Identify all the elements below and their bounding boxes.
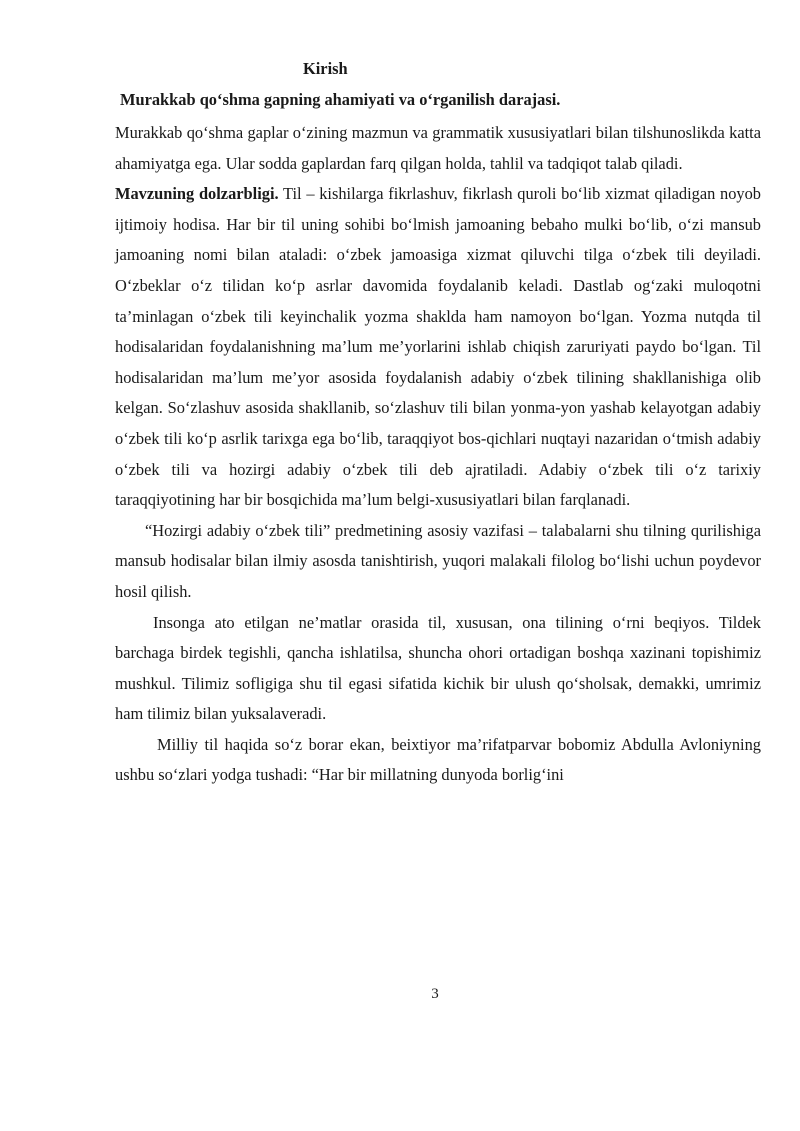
paragraph-text: Murakkab qo‘shma gaplar o‘zining mazmun va grammatik xususiyatlari bilan tilshunoslikda katta ahamiyatga ega. Ular sodda gaplardan farq qilgan holda, tahlil va tadqiqot talab qiladi. (115, 123, 761, 173)
paragraph-lead-relevance: Mavzuning dolzarbligi. (115, 184, 279, 204)
paragraph-text: “Hozirgi adabiy o‘zbek tili” predmetining asosiy vazifasi – talabalarni shu tilning qurilishiga mansub hodisalar bilan ilmiy asosda tanishtirish, yuqori malakali filolog bo‘lishi uchun poydevor hosil qilish. (115, 520, 761, 601)
paragraph-relevance (115, 179, 761, 516)
paragraph-text: Til – kishilarga fikrlashuv, fikrlash quroli bo‘lib xizmat qiladigan noyob ijtimoiy hodisa. Har bir til uning sohibi bo‘lmish jamoaning bebaho mulki bo‘lib, o‘zi mansub jamoaning nomi bilan ataladi: o‘zbek jamoasiga xizmat qiluvchi tilga o‘zbek tili deyiladi. O‘zbeklar o‘z tilidan ko‘p asrlar davomida foydalanib keladi. Dastlab og‘zaki muloqotni ta’minlagan o‘zbek tili keyinchalik yozma shaklda ham namoyon bo‘lgan. Yozma nutqda til hodisalaridan foydalanishning ma’lum me’yorlarini ishlab chiqish zaruriyati paydo bo‘lgan. Til hodisalaridan ma’lum me’yor asosida foydalanish adabiy o‘zbek tilining shakllanishiga olib kelgan. So‘zlashuv asosida shakllanib, so‘zlashuv tili bilan yonma-yon yashab kelayotgan adabiy o‘zbek tili ko‘p asrlik tarixga ega bo‘lib, taraqqiyot bos-qichlari nuqtayi nazaridan o‘tmish adabiy o‘zbek tili va hozirgi adabiy o‘zbek tili deb ajratiladi. Adabiy o‘zbek tili o‘z tarixiy taraqqiyotining har bir bosqichida ma’lum belgi-xususiyatlari bilan farqlanadi. (115, 184, 761, 510)
section-subtitle: Murakkab qo‘shma gapning ahamiyati va o‘rganilish darajasi. (120, 90, 561, 109)
paragraph-text: Milliy til haqida so‘z borar ekan, beixtiyor ma’rifatparvar bobomiz Abdulla Avloniyning ushbu so‘zlari yodga tushadi: “Har bir millatning dunyoda borlig‘ini (115, 734, 761, 785)
paragraph-subject-task (115, 516, 761, 608)
paragraph-national-language (115, 730, 761, 791)
page-number: 3 (431, 986, 439, 1002)
paragraph-text: Insonga ato etilgan ne’matlar orasida til, xususan, ona tilining o‘rni beqiyos. Tildek barchaga birdek tegishli, qancha ishlatilsa, shuncha ohori ortadigan boshqa xazinani topishimiz mushkul. Tilimiz sofligiga shu til egasi sifatida kichik bir ulush qo‘sholsak, demakki, umrimiz ham tilimiz bilan yuksalaveradi. (115, 612, 761, 724)
paragraph-intro (115, 118, 761, 179)
section-title: Kirish (303, 59, 348, 78)
page-content (115, 56, 761, 791)
paragraph-mother-tongue (115, 608, 761, 730)
